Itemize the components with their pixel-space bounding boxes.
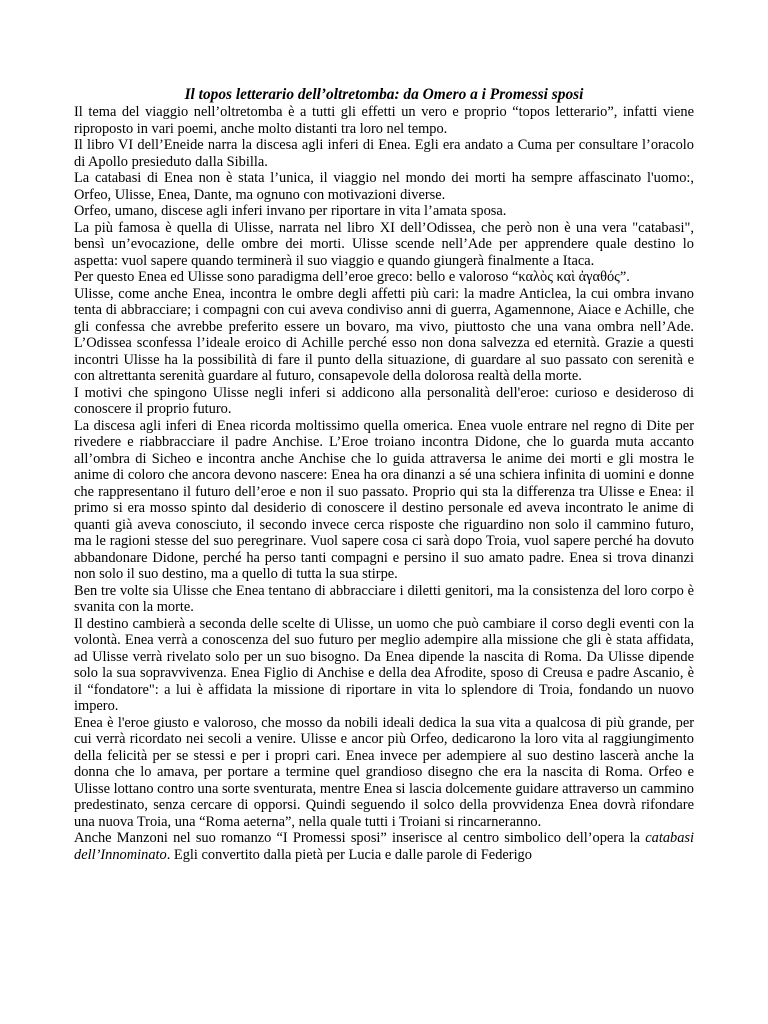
paragraph-last-text-after: . Egli convertito dalla pietà per Lucia e dalle parole di Federigo bbox=[166, 846, 532, 863]
paragraph-last bbox=[74, 830, 694, 863]
paragraph: La discesa agli inferi di Enea ricorda moltissimo quella omerica. Enea vuole entrare nel regno di Dite per rivedere e riabbracciare il padre Anchise. L’Eroe troiano incontra Didone, che lo guarda muta accanto all’ombra di Sicheo e incontra anche Anchise che lo guida attraversa le anime dei morti e gli mostra le anime di coloro che ancora devono nascere: Enea ha ora dinanzi a sé una schiera infinita di uomini e donne che rappresentano il futuro dell’eroe e non il suo passato. Proprio qui sta la differenza tra Ulisse e Enea: il primo si era mosso spinto dal desiderio di conoscere il destino personale ed aveva incontrato le anime di quanti già aveva conosciuto, il secondo invece cerca risposte che riguardino non solo il cammino futuro, ma le ragioni stesse del suo peregrinare. Vuol sapere cosa ci sarà dopo Troia, vuol sapere perché ha dovuto abbandonare Didone, perché ha perso tanti compagni e persino il suo amato padre. Enea si trova dinanzi non solo il suo destino, ma a quello di tutta la sua stirpe. bbox=[74, 417, 694, 582]
paragraph: La più famosa è quella di Ulisse, narrata nel libro XI dell’Odissea, che però non è una vera "catabasi", bensì un’evocazione, delle ombre dei morti. Ulisse scende nell’Ade per apprendere quale destino lo aspetta: vuol sapere quando terminerà il suo viaggio e quando giungerà finalmente a Itaca. bbox=[74, 219, 694, 269]
paragraph: Il libro VI dell’Eneide narra la discesa agli inferi di Enea. Egli era andato a Cuma per consultare l’oracolo di Apollo presieduto dalla Sibilla. bbox=[74, 137, 694, 170]
paragraph: I motivi che spingono Ulisse negli inferi si addicono alla personalità dell'eroe: curioso e desideroso di conoscere il proprio futuro. bbox=[74, 384, 694, 417]
paragraph-last-italic-text: catabasi dell’Innominato bbox=[74, 830, 694, 863]
paragraph-last-text-before: Anche Manzoni nel suo romanzo “I Promessi sposi” inserisce al centro simbolico dell’opera la bbox=[74, 830, 646, 846]
document-page bbox=[74, 86, 694, 863]
document-title: Il topos letterario dell’oltretomba: da Omero a i Promessi sposi bbox=[184, 86, 584, 103]
paragraph: Orfeo, umano, discese agli inferi invano per riportare in vita l’amata sposa. bbox=[74, 203, 507, 219]
paragraph: Ulisse, come anche Enea, incontra le ombre degli affetti più cari: la madre Anticlea, la cui ombra invano tenta di abbracciare; i compagni con cui aveva condiviso anni di guerra, Agamennone, Aiace e Achille, che gli confessa che avrebbe preferito essere un bovaro, ma vivo, piuttosto che una vana ombra nell’Ade. L’Odissea sconfessa l’ideale eroico di Achille perché esso non dona salvezza ed eternità. Grazie a questi incontri Ulisse ha la possibilità di fare il punto della situazione, di guardare al suo passato con serenità e con altrettanta serenità guardare al futuro, consapevole della dolorosa realtà della morte. bbox=[74, 285, 694, 384]
paragraph: La catabasi di Enea non è stata l’unica, il viaggio nel mondo dei morti ha sempre affascinato l'uomo:, Orfeo, Ulisse, Enea, Dante, ma ognuno con motivazioni diverse. bbox=[74, 170, 694, 203]
document-body bbox=[74, 104, 694, 830]
paragraph: Il destino cambierà a seconda delle scelte di Ulisse, un uomo che può cambiare il corso degli eventi con la volontà. Enea verrà a conoscenza del suo futuro per meglio adempire alla missione che gli è stata affidata, ad Ulisse verrà rivelato solo per un suo bisogno. Da Enea dipende la nascita di Roma. Da Ulisse dipende solo la sua sopravvivenza. Enea Figlio di Anchise e della dea Afrodite, sposo di Creusa e padre Ascanio, è il “fondatore": a lui è affidata la missione di riportare in vita lo splendore di Troia, fondando un nuovo impero. bbox=[74, 615, 694, 714]
paragraph: Enea è l'eroe giusto e valoroso, che mosso da nobili ideali dedica la sua vita a qualcosa di più grande, per cui verrà ricordato nei secoli a venire. Ulisse e ancor più Orfeo, dedicarono la loro vita al raggiungimento della felicità per se stessi e per i propri cari. Enea invece per adempiere al suo destino lascerà anche la donna che lo amava, per portare a termine quel grandioso disegno che era la nascita di Roma. Orfeo e Ulisse lottano contro una sorte sventurata, mentre Enea si lascia dolcemente guidare attraverso un cammino predestinato, senza cercare di opporsi. Quindi seguendo il solco della provvidenza Enea dovrà rifondare una nuova Troia, una “Roma aeterna”, nella quale tutti i Troiani si rincarneranno. bbox=[74, 714, 694, 830]
paragraph: Il tema del viaggio nell’oltretomba è a tutti gli effetti un vero e proprio “topos letterario”, infatti viene riproposto in vari poemi, anche molto distanti tra loro nel tempo. bbox=[74, 104, 694, 137]
paragraph: Ben tre volte sia Ulisse che Enea tentano di abbracciare i diletti genitori, ma la consistenza del loro corpo è svanita con la morte. bbox=[74, 582, 694, 615]
paragraph: Per questo Enea ed Ulisse sono paradigma dell’eroe greco: bello e valoroso “καλὸς καὶ ἀγαθός”. bbox=[74, 269, 630, 285]
